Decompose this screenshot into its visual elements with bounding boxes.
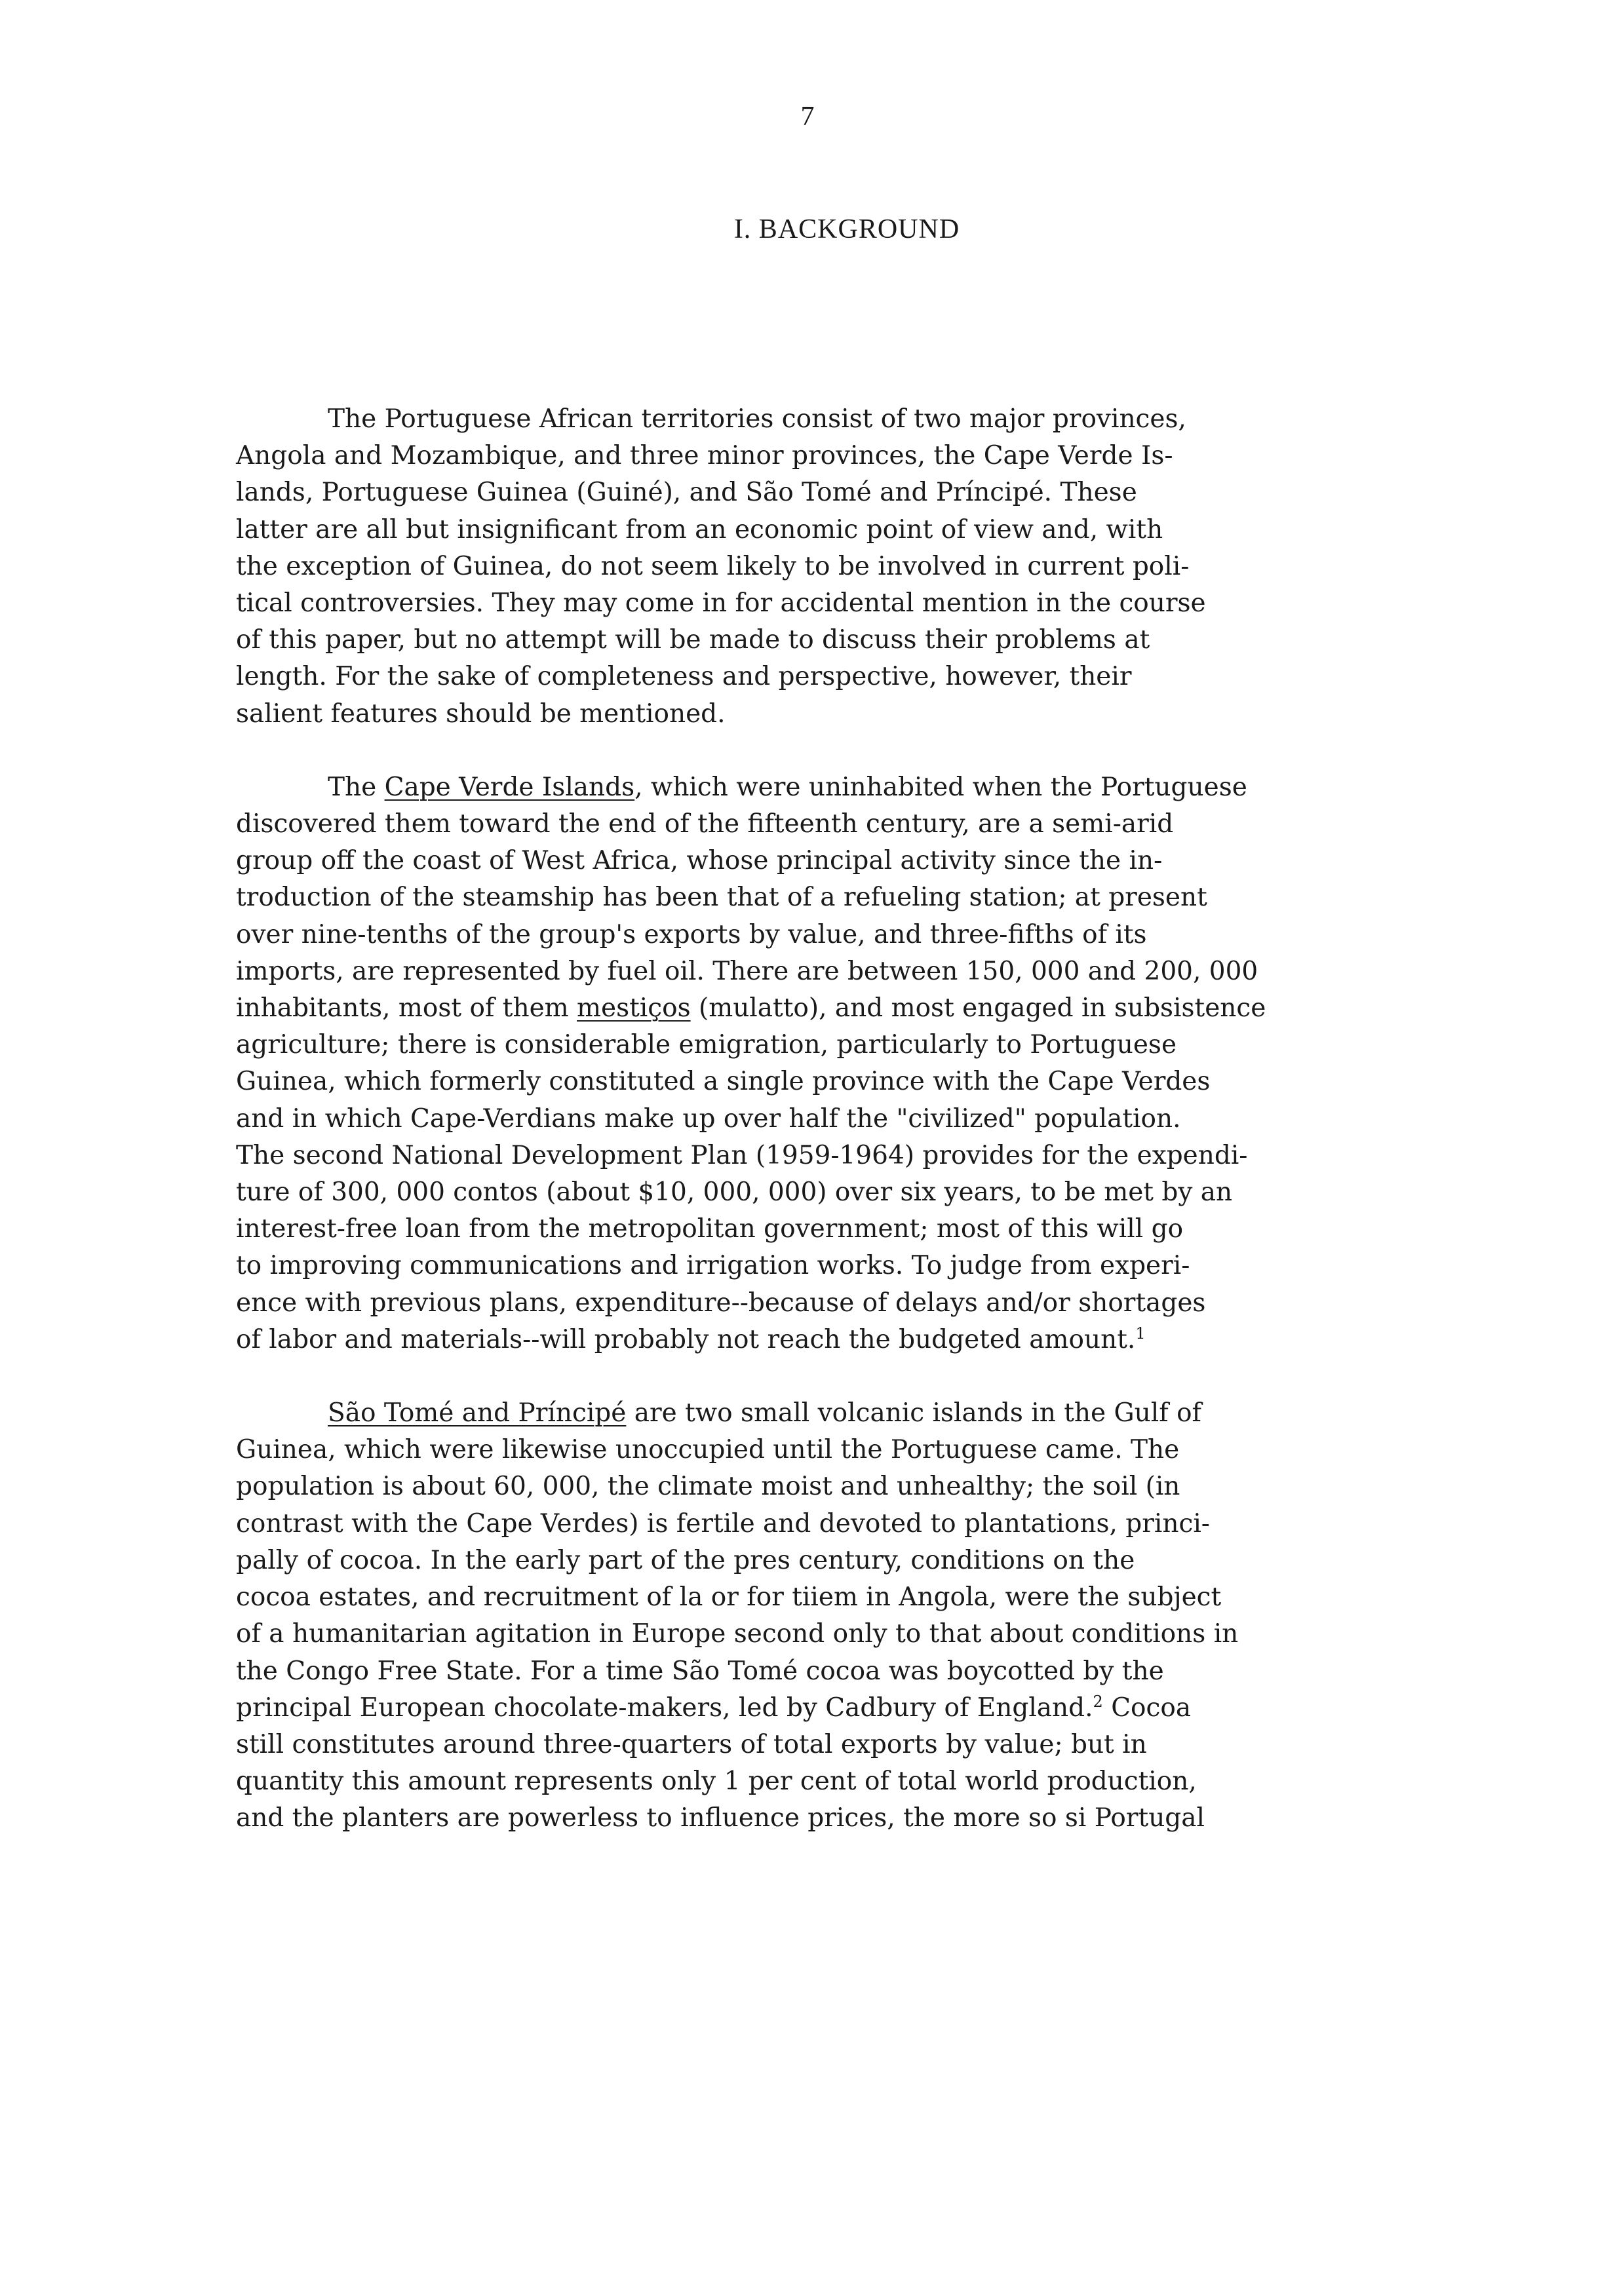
- text-line: salient features should be mentioned.: [236, 698, 726, 729]
- text-line: of a humanitarian agitation in Europe second only to that about conditions in: [236, 1619, 1239, 1649]
- body-text: [236, 401, 1429, 1874]
- text-line: cocoa estates, and recruitment of la or for tiiem in Angola, were the subject: [236, 1582, 1222, 1613]
- text-line: tical controversies. They may come in for accidental mention in the course: [236, 588, 1206, 619]
- text-fragment: , which were uninhabited when the Portuguese: [634, 772, 1247, 802]
- text-line: The second National Development Plan (1959-1964) provides for the expendi-: [236, 1140, 1248, 1170]
- text-line: and in which Cape-Verdians make up over half the "civilized" population.: [236, 1103, 1181, 1134]
- text-line: troduction of the steamship has been that of a refueling station; at present: [236, 883, 1207, 913]
- text-line: Guinea, which formerly constituted a single province with the Cape Verdes: [236, 1067, 1211, 1097]
- text-fragment: (mulatto), and most engaged in subsistence: [690, 993, 1266, 1024]
- text-line: ture of 300, 000 contos (about $10, 000, 000) over six years, to be met by an: [236, 1177, 1233, 1208]
- text-line: [236, 1322, 1429, 1358]
- text-line: [236, 769, 1429, 806]
- text-line: [236, 990, 1429, 1027]
- text-line: group off the coast of West Africa, whose principal activity since the in-: [236, 846, 1163, 876]
- text-line: imports, are represented by fuel oil. There are between 150, 000 and 200, 000: [236, 956, 1258, 986]
- paragraph-sao-tome: [236, 1395, 1429, 1837]
- text-fragment: The: [328, 772, 385, 802]
- text-line: latter are all but insignificant from an economic point of view and, with: [236, 514, 1163, 545]
- text-line: and the planters are powerless to influence prices, the more so si Portugal: [236, 1803, 1205, 1833]
- text-line: the exception of Guinea, do not seem likely to be involved in current poli-: [236, 551, 1190, 581]
- text-fragment: principal European chocolate-makers, led by Cadbury of England.: [236, 1693, 1093, 1723]
- underlined-term: mestiços: [577, 993, 691, 1024]
- text-line: The Portuguese African territories consist of two major provinces,: [328, 404, 1186, 434]
- text-line: interest-free loan from the metropolitan government; most of this will go: [236, 1214, 1184, 1244]
- text-line: over nine-tenths of the group's exports by value, and three-fifths of its: [236, 919, 1147, 949]
- text-fragment: inhabitants, most of them: [236, 993, 577, 1024]
- text-line: population is about 60, 000, the climate moist and unhealthy; the soil (in: [236, 1472, 1180, 1502]
- text-line: Guinea, which were likewise unoccupied until the Portuguese came. The: [236, 1435, 1180, 1465]
- text-line: still constitutes around three-quarters of total exports by value; but in: [236, 1729, 1147, 1759]
- text-line: of this paper, but no attempt will be made to discuss their problems at: [236, 625, 1150, 655]
- underlined-term: São Tomé and Príncipé: [328, 1398, 627, 1428]
- text-line: Angola and Mozambique, and three minor provinces, the Cape Verde Is-: [236, 441, 1173, 471]
- page-number: 7: [800, 102, 815, 132]
- footnote-marker: 1: [1135, 1324, 1146, 1343]
- text-line: length. For the sake of completeness and perspective, however, their: [236, 662, 1132, 692]
- text-line: [236, 1395, 1429, 1432]
- text-fragment: of labor and materials--will probably not reach the budgeted amount.: [236, 1324, 1136, 1354]
- text-line: agriculture; there is considerable emigration, particularly to Portuguese: [236, 1030, 1177, 1060]
- text-fragment: Cocoa: [1102, 1693, 1192, 1723]
- paragraph-intro: [236, 401, 1429, 733]
- text-line: discovered them toward the end of the fifteenth century, are a semi-arid: [236, 809, 1174, 839]
- text-line: quantity this amount represents only 1 per cent of total world production,: [236, 1767, 1197, 1797]
- text-line: ence with previous plans, expenditure--because of delays and/or shortages: [236, 1288, 1206, 1318]
- text-line: [236, 1690, 1429, 1727]
- text-line: to improving communications and irrigation works. To judge from experi-: [236, 1251, 1190, 1281]
- text-line: lands, Portuguese Guinea (Guiné), and São Tomé and Príncipé. These: [236, 478, 1137, 508]
- text-line: the Congo Free State. For a time São Tomé cocoa was boycotted by the: [236, 1656, 1164, 1686]
- footnote-marker: 2: [1093, 1692, 1103, 1711]
- paragraph-cape-verde: [236, 769, 1429, 1358]
- section-heading: I. BACKGROUND: [733, 214, 960, 244]
- text-line: pally of cocoa. In the early part of the pres century, conditions on the: [236, 1545, 1135, 1575]
- text-line: contrast with the Cape Verdes) is fertile and devoted to plantations, princi-: [236, 1508, 1210, 1539]
- text-fragment: are two small volcanic islands in the Gulf of: [626, 1398, 1201, 1428]
- underlined-term: Cape Verde Islands: [384, 772, 635, 802]
